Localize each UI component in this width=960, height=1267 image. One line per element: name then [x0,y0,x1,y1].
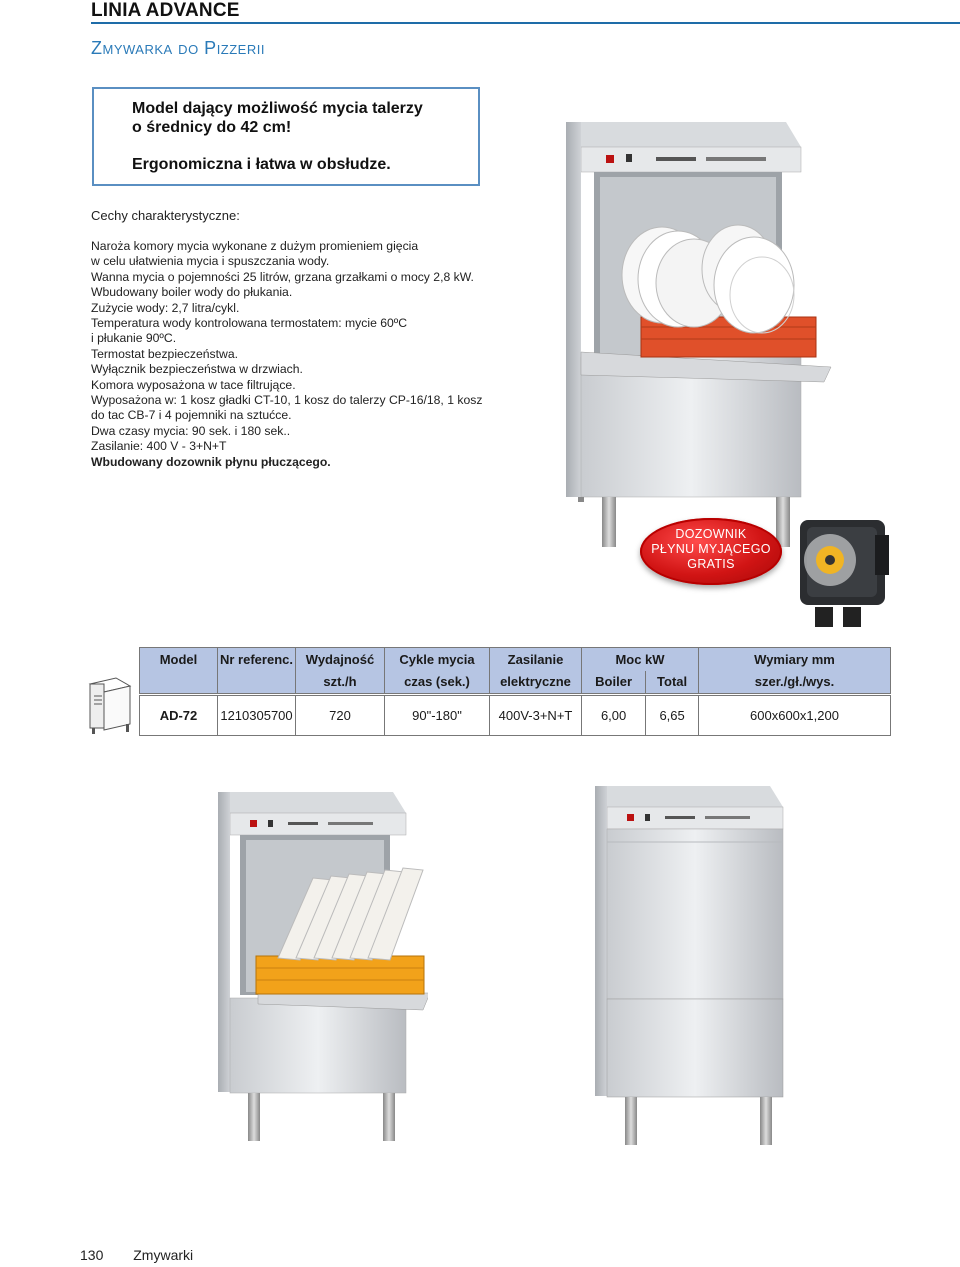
col-model-sub [140,671,218,694]
badge-line-3: GRATIS [687,557,735,571]
col-dimensions: Wymiary mm [699,648,891,671]
col-total: Total [646,671,699,694]
dishwasher-outline-icon [86,674,132,736]
feature-item: Naroża komory mycia wykonane z dużym promieniem gięcia [91,239,419,253]
feature-item: w celu ułatwienia mycia i spuszczania wody. [91,254,330,269]
col-capacity-unit: szt./h [296,671,385,694]
dishwasher-closed-image [595,782,805,1152]
feature-item: Temperatura wody kontrolowana termostatem: mycie 60ºC [91,316,408,331]
highlight-box [92,87,480,186]
table-row [140,696,891,736]
cell-power-supply: 400V-3+N+T [490,696,582,736]
col-capacity: Wydajność [296,648,385,671]
highlight-line-3: Ergonomiczna i łatwa w obsłudze. [132,156,391,173]
feature-item: i płukanie 90ºC. [91,331,177,346]
col-wash-cycles-unit: czas (sek.) [385,671,490,694]
feature-item: do tac CB-7 i 4 pojemniki na sztućce. [91,408,292,423]
page-footer [80,1247,193,1263]
feature-item: Wbudowany boiler wody do płukania. [91,285,293,300]
highlight-line-1: Model dający możliwość mycia talerzy [132,100,423,117]
highlight-line-2: o średnicy do 42 cm! [132,119,292,136]
features-list [91,239,511,470]
cell-reference: 1210305700 [218,696,296,736]
feature-item: Zużycie wody: 2,7 litra/cykl. [91,300,240,315]
cell-boiler: 6,00 [582,696,646,736]
col-reference: Nr referenc. [218,648,296,671]
footer-section: Zmywarki [133,1247,194,1263]
col-power-kw: Moc kW [582,648,699,671]
dosing-pump-image [785,515,895,633]
cell-capacity: 720 [296,696,385,736]
feature-item: Wanna mycia o pojemności 25 litrów, grzana grzałkami o mocy 2,8 kW. [91,269,474,284]
col-reference-sub [218,671,296,694]
col-power-supply: Zasilanie [490,648,582,671]
feature-item: Termostat bezpieczeństwa. [91,346,238,361]
specification-table [139,647,891,736]
feature-item: Wyłącznik bezpieczeństwa w drzwiach. [91,362,303,377]
feature-item: Wyposażona w: 1 kosz gładki CT-10, 1 kosz do talerzy CP-16/18, 1 kosz [91,393,483,408]
feature-item: Dwa czasy mycia: 90 sek. i 180 sek.. [91,423,291,438]
page-header-title: LINIA ADVANCE [91,0,240,21]
feature-item: Zasilanie: 400 V - 3+N+T [91,439,227,454]
dishwasher-open-trays-image [218,788,428,1148]
cell-dimensions: 600x600x1,200 [699,696,891,736]
table-header-row-1 [140,648,891,671]
feature-item: Komora wyposażona w tace filtrujące. [91,377,296,392]
col-wash-cycles: Cykle mycia [385,648,490,671]
col-dimensions-unit: szer./gł./wys. [699,671,891,694]
table-header-row-2 [140,671,891,694]
badge-line-2: PŁYNU MYJĄCEGO [651,542,771,556]
col-boiler: Boiler [582,671,646,694]
page-subtitle: Zmywarka do Pizzerii [91,38,265,58]
col-model: Model [140,648,218,671]
page-number: 130 [80,1247,104,1263]
cell-wash-cycles: 90"-180" [385,696,490,736]
badge-line-1: DOZOWNIK [675,527,747,541]
cell-model: AD-72 [140,696,218,736]
col-power-supply-unit: elektryczne [490,671,582,694]
dishwasher-open-plates-image [566,117,836,557]
feature-item-highlight: Wbudowany dozownik płynu płuczącego. [91,454,331,469]
features-heading: Cechy charakterystyczne: [91,208,240,223]
cell-total: 6,65 [646,696,699,736]
free-dosing-pump-badge [640,518,782,585]
header-rule [91,22,960,24]
